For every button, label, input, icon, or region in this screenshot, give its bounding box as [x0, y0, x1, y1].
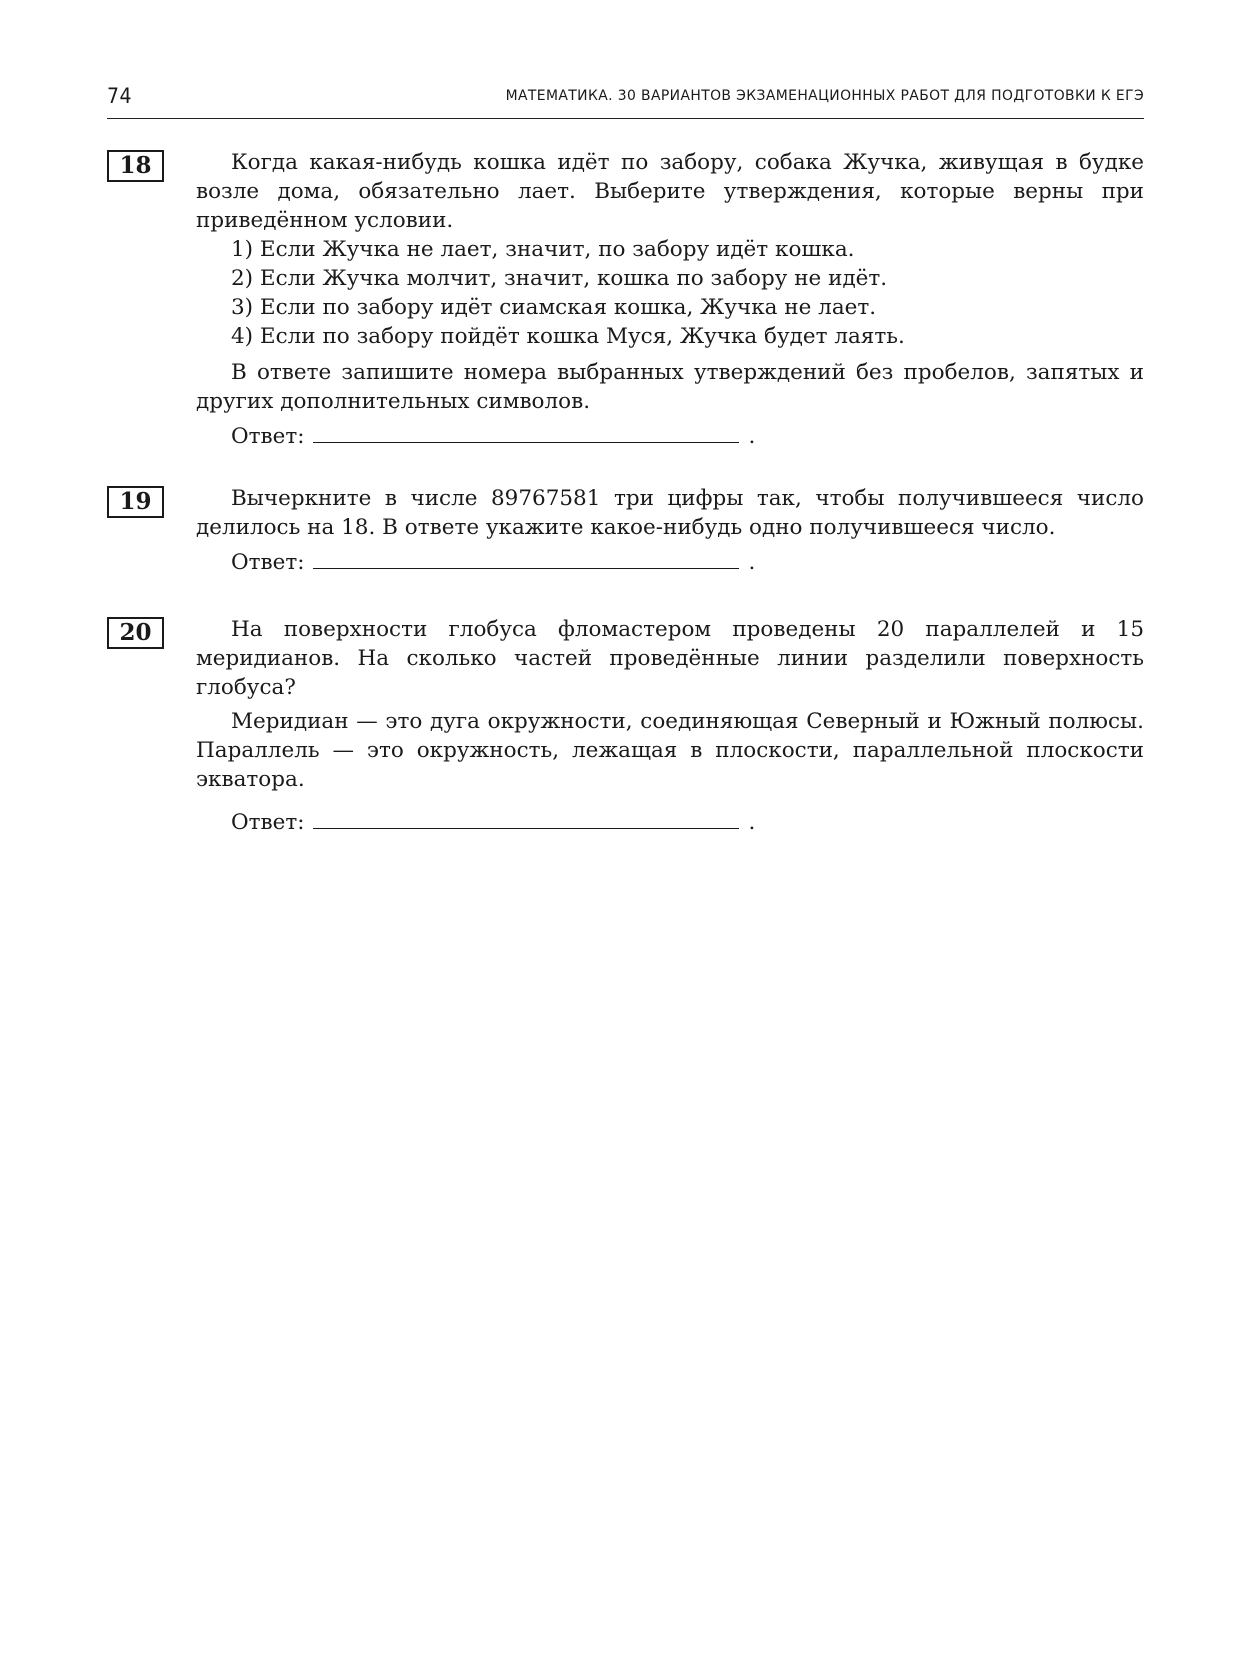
- task-body: [196, 484, 1144, 577]
- task-option: 1) Если Жучка не лает, значит, по забору идёт кошка.: [231, 237, 855, 262]
- answer-label: Ответ:: [231, 550, 305, 575]
- task-number-box: 18: [107, 150, 164, 182]
- task-instruction: В ответе запишите номера выбранных утверждений без пробелов, запятых и других дополнительных символов.: [196, 360, 1144, 414]
- task-option: 2) Если Жучка молчит, значит, кошка по забору не идёт.: [231, 266, 888, 291]
- answer-field[interactable]: [313, 422, 739, 443]
- task-body: [196, 615, 1144, 837]
- task-option: 3) Если по забору идёт сиамская кошка, Жучка не лает.: [231, 295, 877, 320]
- answer-period: .: [748, 550, 756, 575]
- answer-label: Ответ:: [231, 424, 305, 449]
- task-statement: Когда какая-нибудь кошка идёт по забору, собака Жучка, живущая в будке возле дома, обязательно лает. Выберите утверждения, которые верны при приведённом условии.: [196, 150, 1144, 233]
- answer-row: [196, 808, 1144, 837]
- task-number-box: 20: [107, 617, 164, 649]
- answer-row: [196, 548, 1144, 577]
- answer-field[interactable]: [313, 548, 739, 569]
- task-number-box: 19: [107, 486, 164, 518]
- answer-period: .: [748, 424, 756, 449]
- answer-row: [196, 422, 1144, 451]
- task-body: [196, 148, 1144, 451]
- task-definition: Меридиан — это дуга окружности, соединяющая Северный и Южный полюсы. Параллель — это окружность, лежащая в плоскости, параллельной плоскости экватора.: [196, 709, 1144, 792]
- running-title: МАТЕМАТИКА. 30 ВАРИАНТОВ ЭКЗАМЕНАЦИОННЫХ РАБОТ ДЛЯ ПОДГОТОВКИ К ЕГЭ: [505, 88, 1144, 104]
- task-statement: Вычеркните в числе 89767581 три цифры так, чтобы получившееся число делилось на 18. В ответе укажите какое-нибудь одно получившееся число.: [196, 486, 1144, 540]
- answer-label: Ответ:: [231, 810, 305, 835]
- page-header: [107, 80, 1144, 119]
- answer-period: .: [748, 810, 756, 835]
- task-statement: На поверхности глобуса фломастером проведены 20 параллелей и 15 меридианов. На сколько частей проведённые линии разделили поверхность глобуса?: [196, 617, 1144, 700]
- page-number: 74: [107, 84, 133, 108]
- answer-field[interactable]: [313, 808, 739, 829]
- task-option: 4) Если по забору пойдёт кошка Муся, Жучка будет лаять.: [231, 324, 905, 349]
